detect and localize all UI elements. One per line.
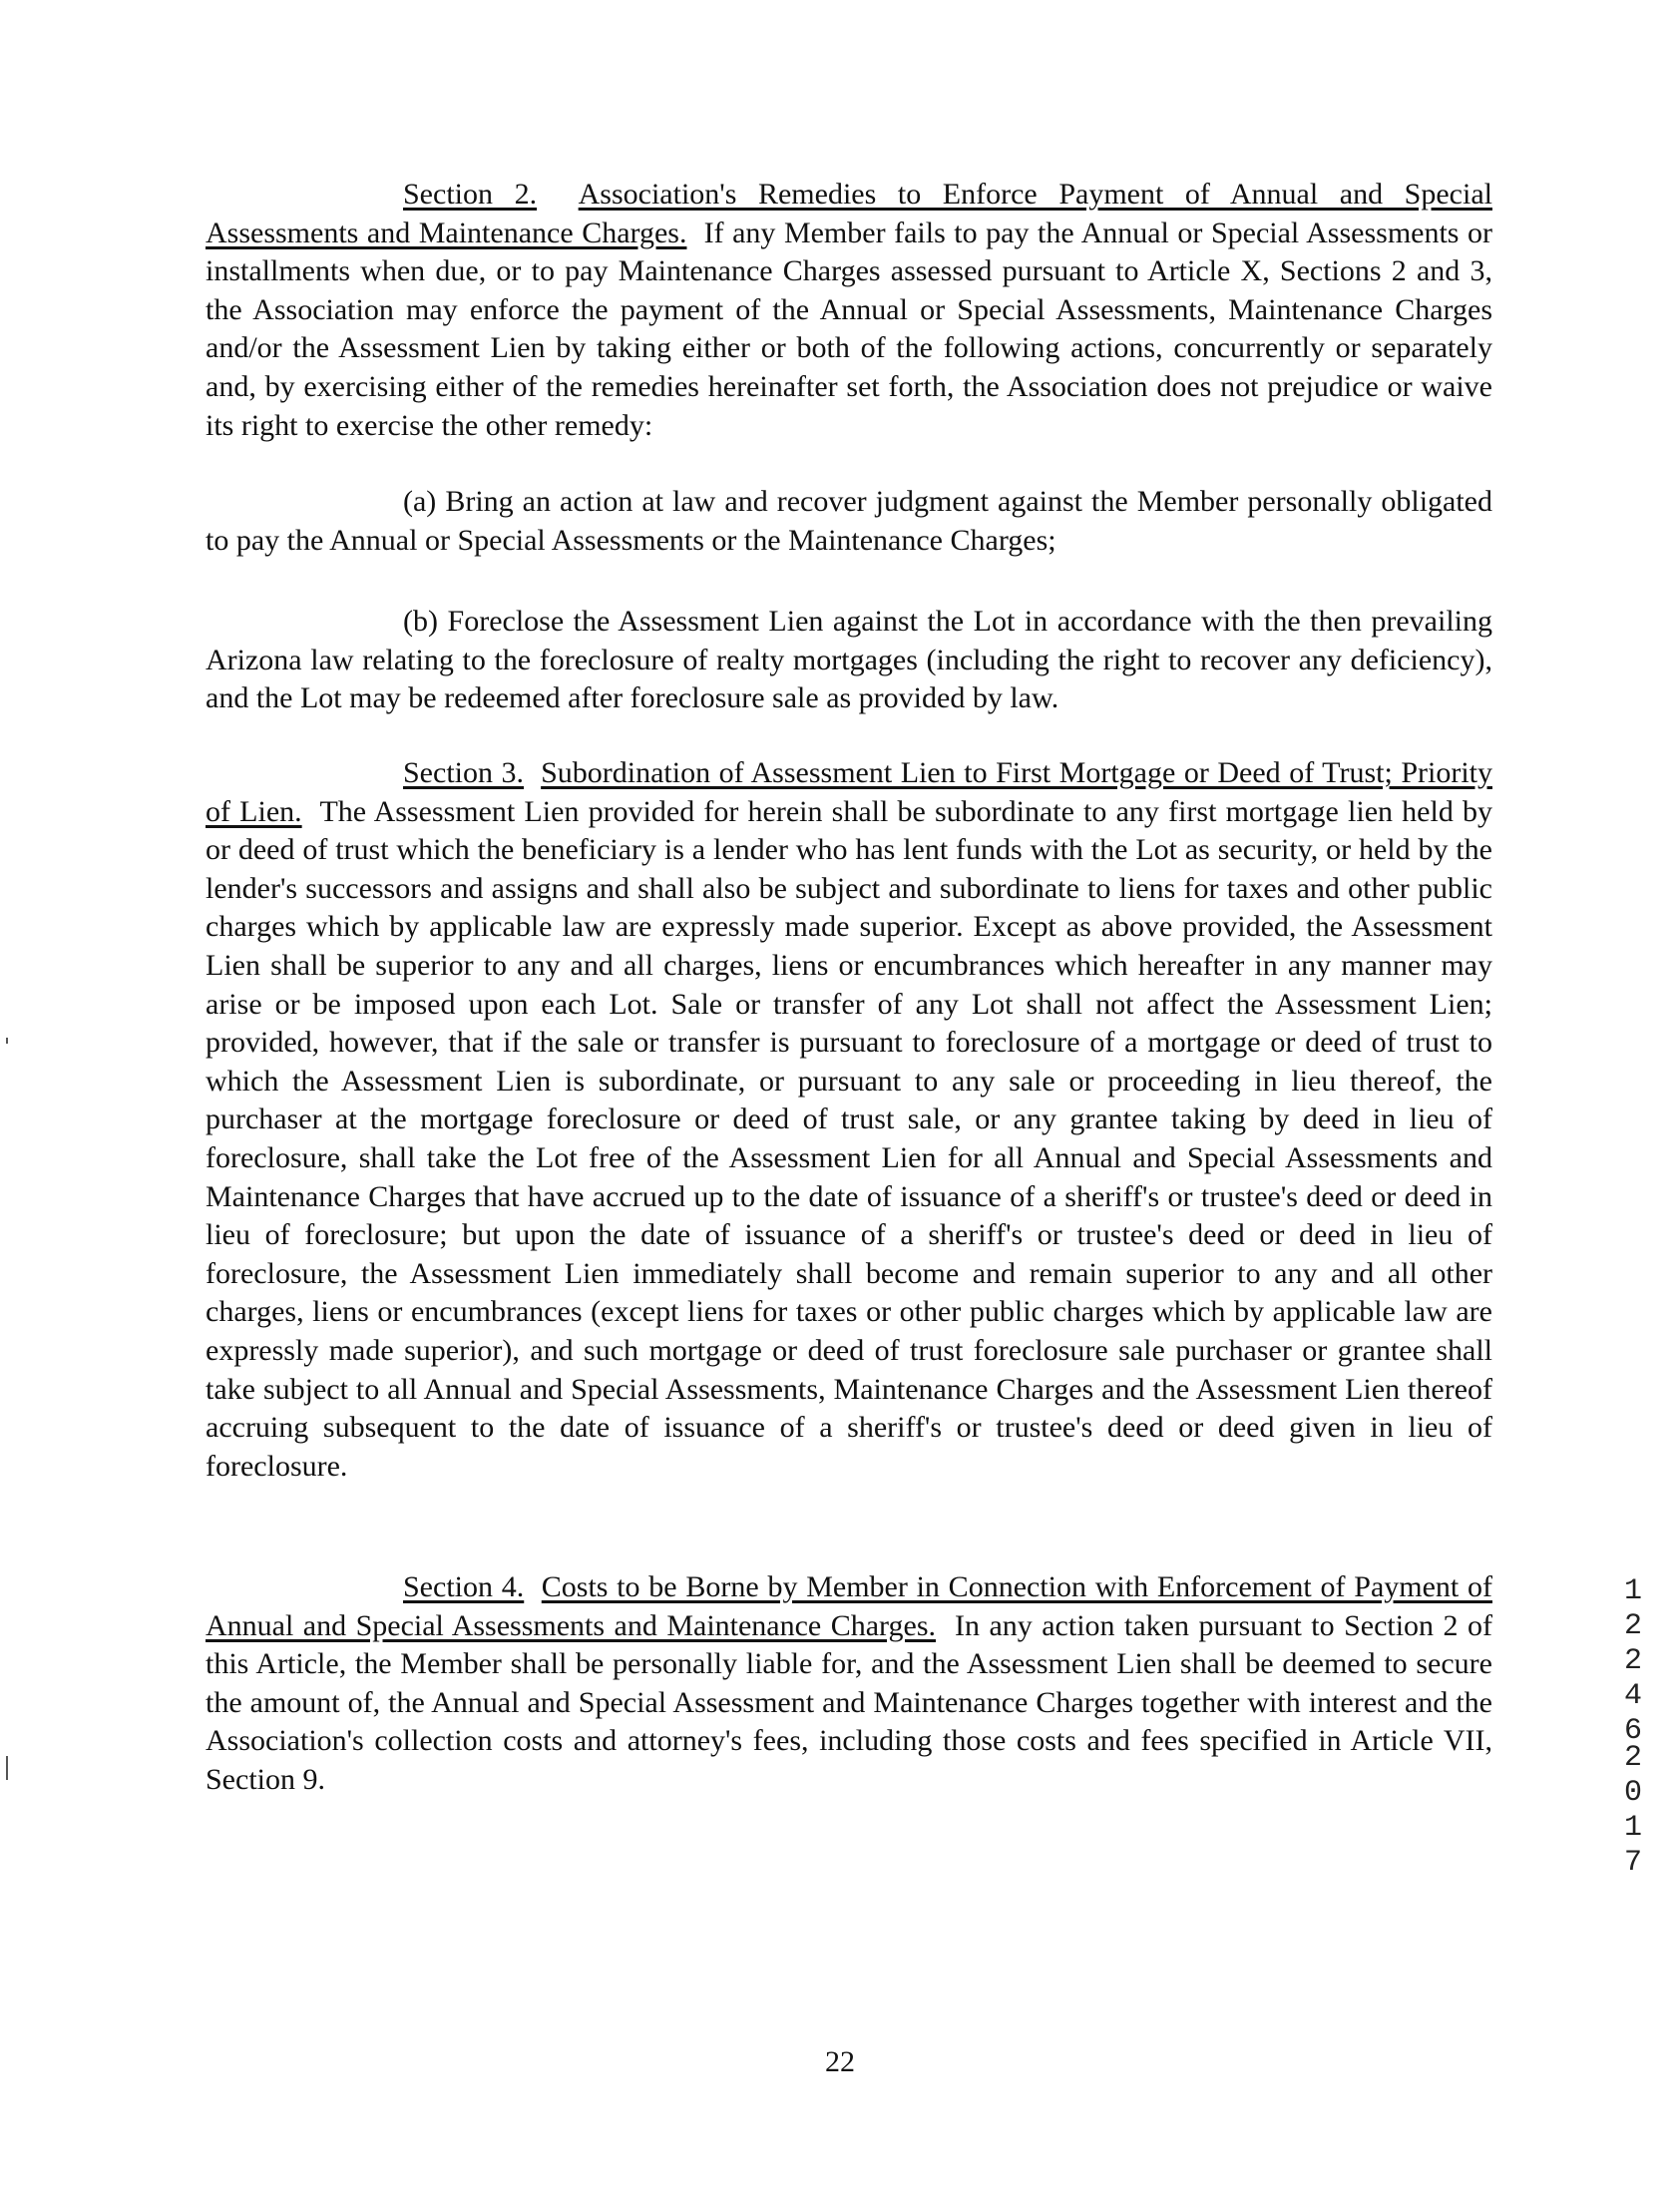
section-3-heading: Subordination of Assessment Lien to First Mortgage or Deed of Trust; Priority of Lien. <box>206 756 1492 828</box>
section-2-item-a-text: (a) Bring an action at law and recover judgment against the Member personally obligated to pay the Annual or Special Assessments or the Maintenance Charges; <box>206 485 1492 557</box>
section-3-label: Section 3. <box>403 756 525 789</box>
section-4-heading: Costs to be Borne by Member in Connection with Enforcement of Payment of Annual and Special Assessments and Maintenance Charges. <box>206 1570 1492 1642</box>
section-2-item-a <box>206 483 1492 560</box>
section-4-body: In any action taken pursuant to Section 2 of this Article, the Member shall be personally liable for, and the Assessment Lien shall be deemed to secure the amount of, the Annual and Special Assessment and Maintenance Charges together with interest and the Association's collection costs and attorney's fees, including those costs and fees specified in Article VII, Section 9. <box>206 1608 1493 1796</box>
section-2-item-b <box>206 603 1492 718</box>
section-2-heading: Association's Remedies to Enforce Payment of Annual and Special Assessments and Maintenance Charges. <box>206 178 1492 249</box>
scan-artifact-mark <box>6 1756 8 1780</box>
recording-stamp-line-1: 12246 <box>1623 1574 1642 1748</box>
section-2-label: Section 2. <box>403 178 538 211</box>
section-4-paragraph <box>206 1568 1492 1800</box>
section-3-paragraph <box>206 754 1492 1486</box>
section-2-body: If any Member fails to pay the Annual or Special Assessments or installments when due, or to pay Maintenance Charges assessed pursuant to Article X, Sections 2 and 3, the Association may enforce the payment of the Annual or Special Assessments, Maintenance Charges and/or the Assessment Lien by taking either or both of the following actions, concurrently or separately and, by exercising either of the remedies hereinafter set forth, the Association does not prejudice or waive its right to exercise the other remedy: <box>206 216 1493 442</box>
section-4-label: Section 4. <box>403 1570 525 1603</box>
section-2-paragraph <box>206 176 1492 445</box>
recording-stamp-line-2: 2017 <box>1623 1741 1642 1880</box>
page-number: 22 <box>825 2045 855 2078</box>
scan-artifact-mark <box>6 1038 8 1044</box>
section-2-item-b-text: (b) Foreclose the Assessment Lien against the Lot in accordance with the then prevailing Arizona law relating to the foreclosure of realty mortgages (including the right to recover any deficiency), and the Lot may be redeemed after foreclosure sale as provided by law. <box>206 605 1492 715</box>
section-3-body: The Assessment Lien provided for herein shall be subordinate to any first mortgage lien held by or deed of trust which the beneficiary is a lender who has lent funds with the Lot as security, or held by the lender's successors and assigns and shall also be subject and subordinate to liens for taxes and other public charges which by applicable law are expressly made superior. Except as above provided, the Assessment Lien shall be superior to any and all charges, liens or encumbrances which hereafter in any manner may arise or be imposed upon each Lot. Sale or transfer of any Lot shall not affect the Assessment Lien; provided, however, that if the sale or transfer is pursuant to foreclosure of a mortgage or deed of trust to which the Assessment Lien is subordinate, or pursuant to any sale or proceeding in lieu thereof, the purchaser at the mortgage foreclosure or deed of trust sale, or any grantee taking by deed in lieu of foreclosure, shall take the Lot free of the Assessment Lien for all Annual and Special Assessments and Maintenance Charges that have accrued up to the date of issuance of a sheriff's or trustee's deed or deed in lieu of foreclosure; but upon the date of issuance of a sheriff's or trustee's deed or deed in lieu of foreclosure, the Assessment Lien immediately shall become and remain superior to any and all other charges, liens or encumbrances (except liens for taxes or other public charges which by applicable law are expressly made superior), and such mortgage or deed of trust foreclosure sale purchaser or grantee shall take subject to all Annual and Special Assessments, Maintenance Charges and the Assessment Lien thereof accruing subsequent to the date of issuance of a sheriff's or trustee's deed or deed given in lieu of foreclosure. <box>206 794 1492 1483</box>
